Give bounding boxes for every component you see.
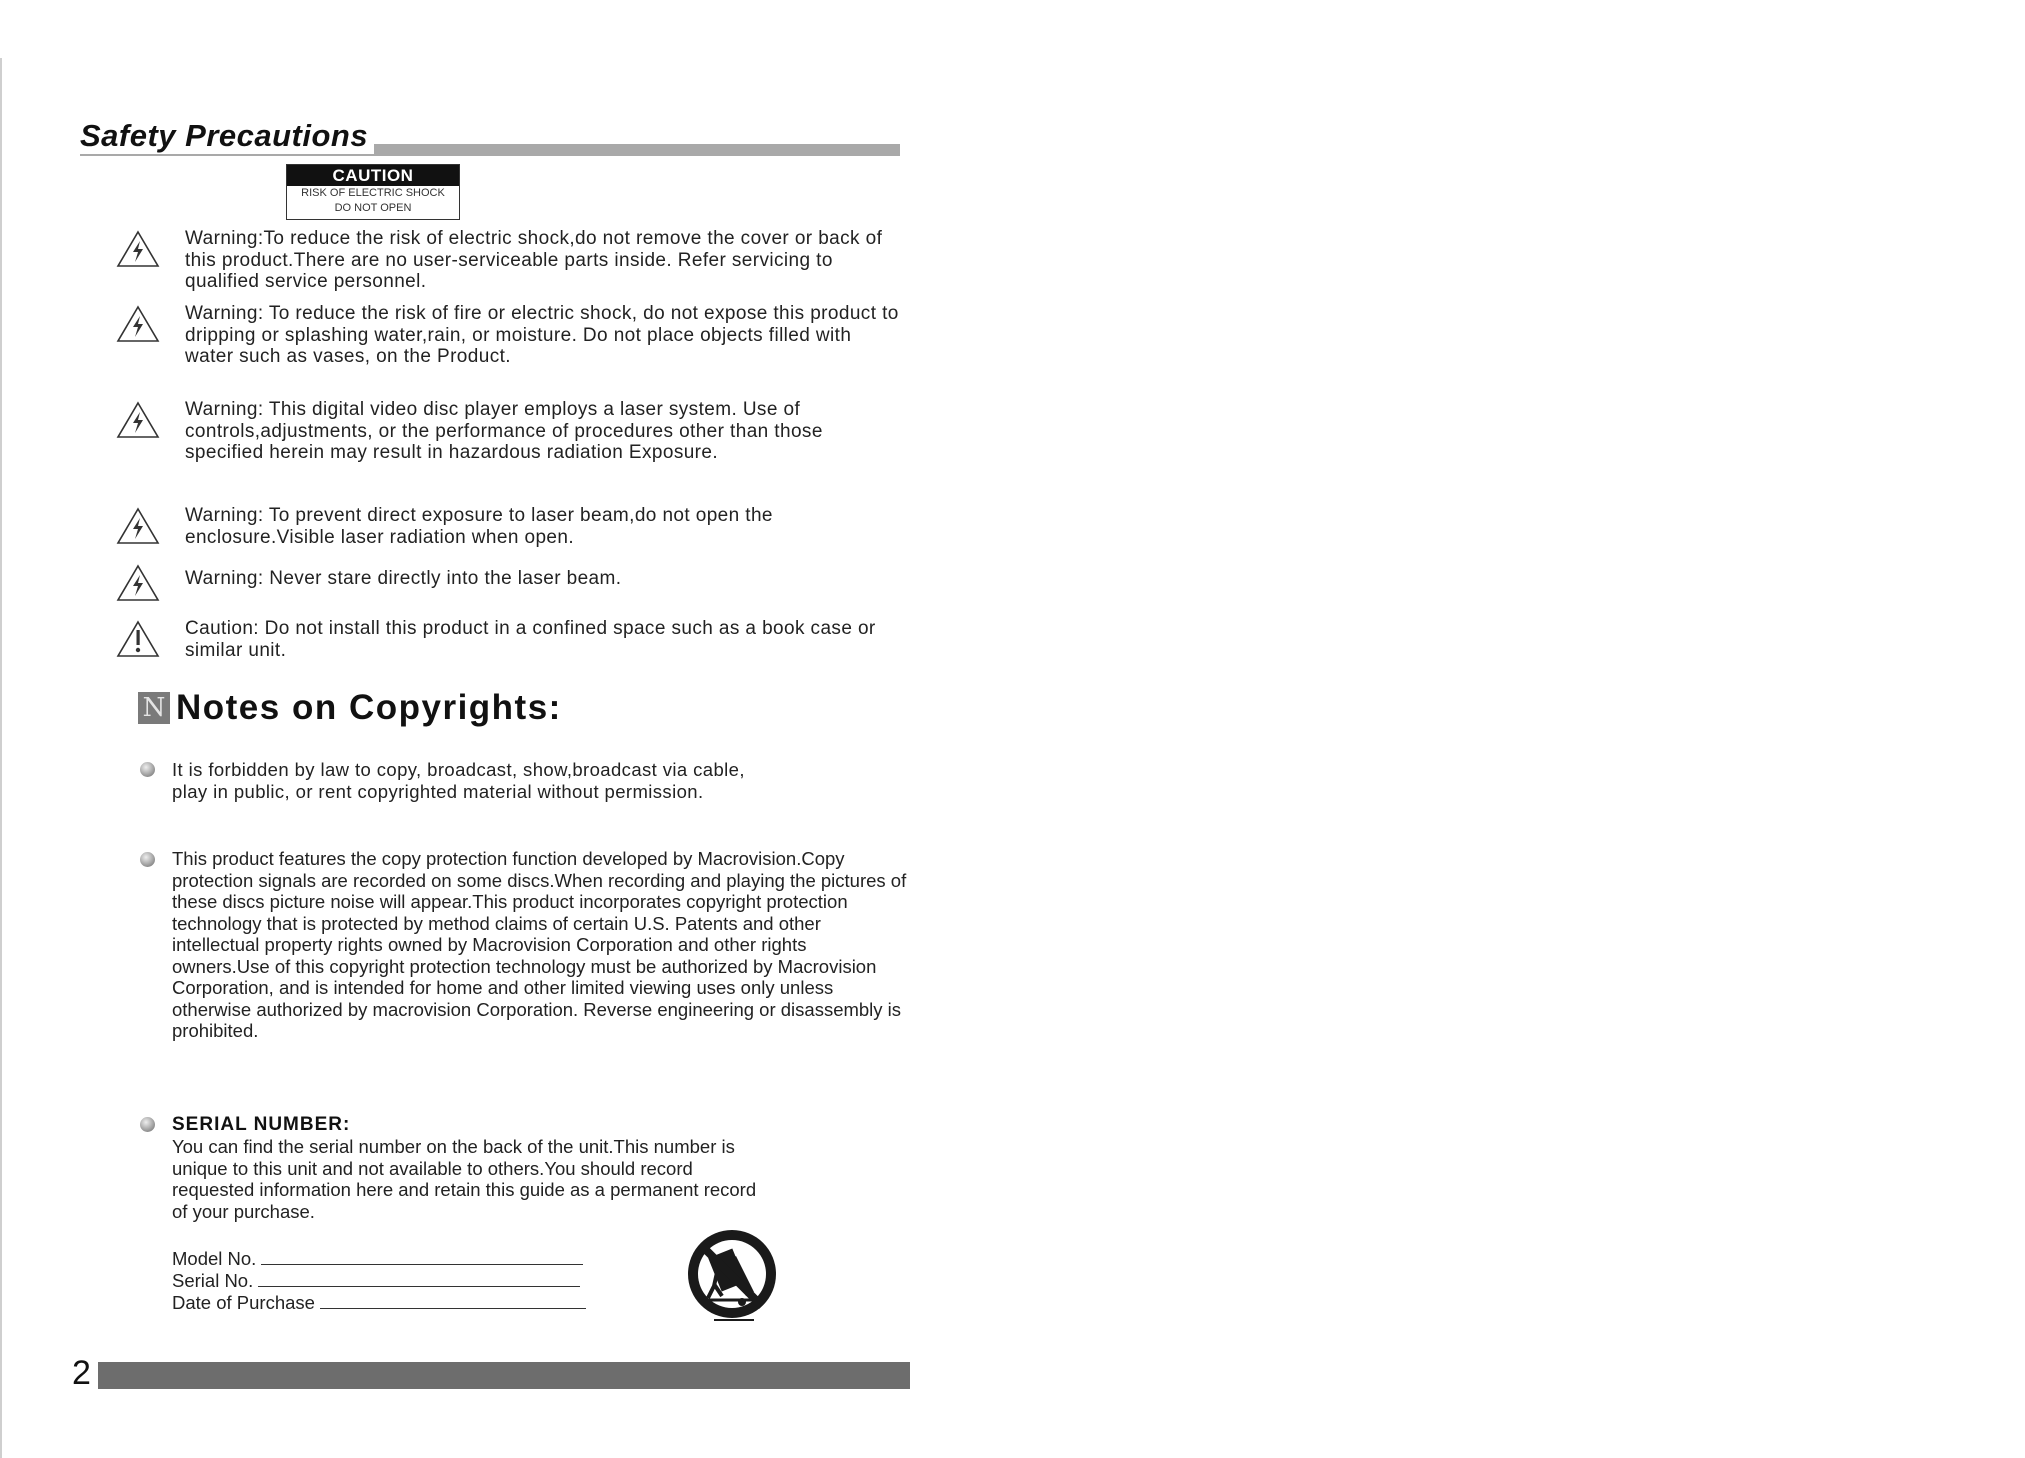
lightning-triangle-icon bbox=[116, 228, 160, 270]
warning-text: Caution: Do not install this product in a confined space such as a book case or similar unit. bbox=[185, 618, 876, 661]
warning-text: Warning: Never stare directly into the laser beam. bbox=[185, 568, 622, 589]
serial-number-row bbox=[172, 1270, 580, 1292]
notes-section-icon: N bbox=[138, 692, 170, 724]
lightning-triangle-icon bbox=[116, 399, 160, 441]
page-title: Safety Precautions bbox=[80, 118, 374, 154]
page-number: 2 bbox=[72, 1354, 91, 1392]
warning-text: Warning: To prevent direct exposure to laser beam,do not open the enclosure.Visible laser radiation when open. bbox=[185, 505, 773, 548]
model-number-field[interactable] bbox=[261, 1248, 583, 1265]
caution-label bbox=[286, 164, 460, 220]
serial-number-label: Serial No. bbox=[172, 1270, 254, 1291]
model-number-label: Model No. bbox=[172, 1248, 257, 1269]
serial-number-heading: SERIAL NUMBER: bbox=[172, 1114, 351, 1135]
page-edge-rule bbox=[0, 58, 2, 1458]
exclamation-triangle-icon bbox=[116, 618, 160, 660]
lightning-triangle-icon bbox=[116, 505, 160, 547]
date-of-purchase-label: Date of Purchase bbox=[172, 1292, 315, 1313]
serial-number-field[interactable] bbox=[258, 1270, 580, 1287]
footer-rule bbox=[98, 1362, 910, 1389]
lightning-triangle-icon bbox=[116, 562, 160, 604]
warning-text: Warning: To reduce the risk of fire or electric shock, do not expose this product to dripping or splashing water,rain, or moisture. Do not place objects filled with water such as vases, on the Product. bbox=[185, 303, 899, 367]
warning-text: Warning:To reduce the risk of electric shock,do not remove the cover or back of this product.There are no user-serviceable parts inside. Refer servicing to qualified service personnel. bbox=[185, 228, 883, 292]
bullet-icon bbox=[140, 852, 155, 867]
serial-number-text: You can find the serial number on the back of the unit.This number is unique to this unit and not available to others.You should record requested information here and retain this guide as a permanent record of your purchase. bbox=[172, 1136, 757, 1222]
section-title-copyrights: Notes on Copyrights: bbox=[176, 688, 562, 727]
caution-line-1: RISK OF ELECTRIC SHOCK bbox=[301, 187, 445, 199]
date-of-purchase-field[interactable] bbox=[320, 1292, 586, 1309]
model-number-row bbox=[172, 1248, 583, 1270]
bullet-icon bbox=[140, 1117, 155, 1132]
caution-line-2: DO NOT OPEN bbox=[334, 202, 412, 214]
copyright-paragraph-2: This product features the copy protection function developed by Macrovision.Copy protection signals are recorded on some discs.When recording and playing the pictures of these discs picture noise will appear.This product incorporates copyright protection technology that is protected by method claims of certain U.S. Patents and other intellectual property rights owned by Macrovision Corporation and other rights owners.Use of this copyright protection technology must be authorized by Macrovision Corporation, and is intended for home and other limited viewing uses only unless otherwise authorized by macrovision Corporation. Reverse engineering or disassembly is prohibited. bbox=[172, 848, 907, 1041]
bullet-icon bbox=[140, 762, 155, 777]
copyright-paragraph-1: It is forbidden by law to copy, broadcast, show,broadcast via cable, play in public, or rent copyrighted material without permission. bbox=[172, 759, 745, 802]
date-of-purchase-row bbox=[172, 1292, 586, 1314]
no-cart-tip-over-icon bbox=[684, 1226, 784, 1326]
lightning-triangle-icon bbox=[116, 303, 160, 345]
caution-heading: CAUTION bbox=[287, 165, 459, 186]
warning-text: Warning: This digital video disc player employs a laser system. Use of controls,adjustments, or the performance of procedures other than those specified herein may result in hazardous radiation Exposure. bbox=[185, 399, 823, 463]
